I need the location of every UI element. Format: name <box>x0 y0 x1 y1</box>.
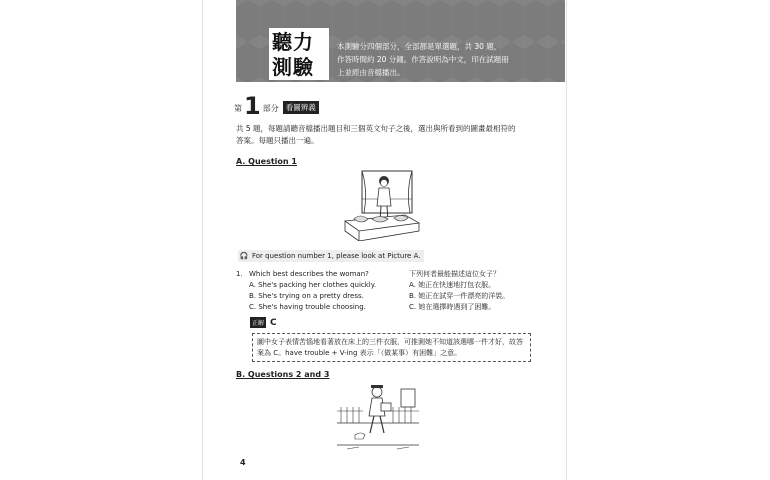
explanation-line-2: 案為 C。have trouble + V-ing 表示「（做某事）有困難」之意。 <box>257 349 462 357</box>
book-page <box>203 0 566 480</box>
section-title <box>272 30 330 80</box>
instruction-line-2: 答案。每題只播出一遍。 <box>236 136 319 145</box>
section-b-heading: B. Questions 2 and 3 <box>236 370 330 379</box>
intro-line-1: 本測驗分四個部分，全部都是單選題，共 30 題， <box>337 42 502 51</box>
section-a-heading: A. Question 1 <box>236 157 297 166</box>
picture-a-illustration <box>340 169 424 241</box>
question-text: Which best describes the woman? <box>249 270 369 278</box>
part-heading <box>234 94 319 118</box>
picture-b-illustration <box>337 383 419 455</box>
part-prefix: 第 <box>234 104 242 113</box>
option-b-zh: B. 她正在試穿一件漂亮的洋裝。 <box>409 292 510 300</box>
part-number: 1 <box>244 92 261 120</box>
part-instructions <box>236 123 536 147</box>
question-1-chinese <box>409 269 509 313</box>
explanation-box <box>252 333 531 362</box>
option-c-zh: C. 她在選擇時遇到了困難。 <box>409 303 496 311</box>
audio-prompt-text: For question number 1, please look at Picture A. <box>252 252 421 260</box>
option-c: C. She's having trouble choosing. <box>249 303 366 311</box>
headphones-icon: 🎧 <box>239 252 249 260</box>
option-a: A. She's packing her clothes quickly. <box>249 281 377 289</box>
question-1-english <box>236 269 376 313</box>
answer-row <box>250 317 277 328</box>
intro-line-2: 作答時間約 20 分鐘。作答說明為中文，印在試題冊 <box>337 55 509 64</box>
answer-tag: 正解 <box>250 317 266 328</box>
answer-value: C <box>270 317 277 328</box>
audio-prompt-bar <box>238 250 424 262</box>
title-line-2: 測驗 <box>272 55 314 79</box>
intro-line-3: 上並經由音檔播出。 <box>337 68 405 77</box>
part-suffix: 部分 <box>262 104 279 113</box>
instruction-line-1: 共 5 題，每題請聽音檔播出題目和三個英文句子之後，選出與所看到的圖畫最相符的 <box>236 124 516 133</box>
part-badge: 看圖辨義 <box>283 101 319 114</box>
option-a-zh: A. 她正在快速地打包衣服。 <box>409 281 496 289</box>
title-line-1: 聽力 <box>272 30 314 54</box>
question-text-zh: 下列何者最能描述這位女子？ <box>409 270 500 278</box>
section-intro <box>337 40 557 79</box>
page-number: 4 <box>240 458 246 467</box>
explanation-line-1: 圖中女子表情苦惱地看著放在床上的三件衣服，可推測她不知道該選哪一件才好，故答 <box>257 338 523 346</box>
option-b: B. She's trying on a pretty dress. <box>249 292 364 300</box>
question-number: 1. <box>236 270 243 278</box>
